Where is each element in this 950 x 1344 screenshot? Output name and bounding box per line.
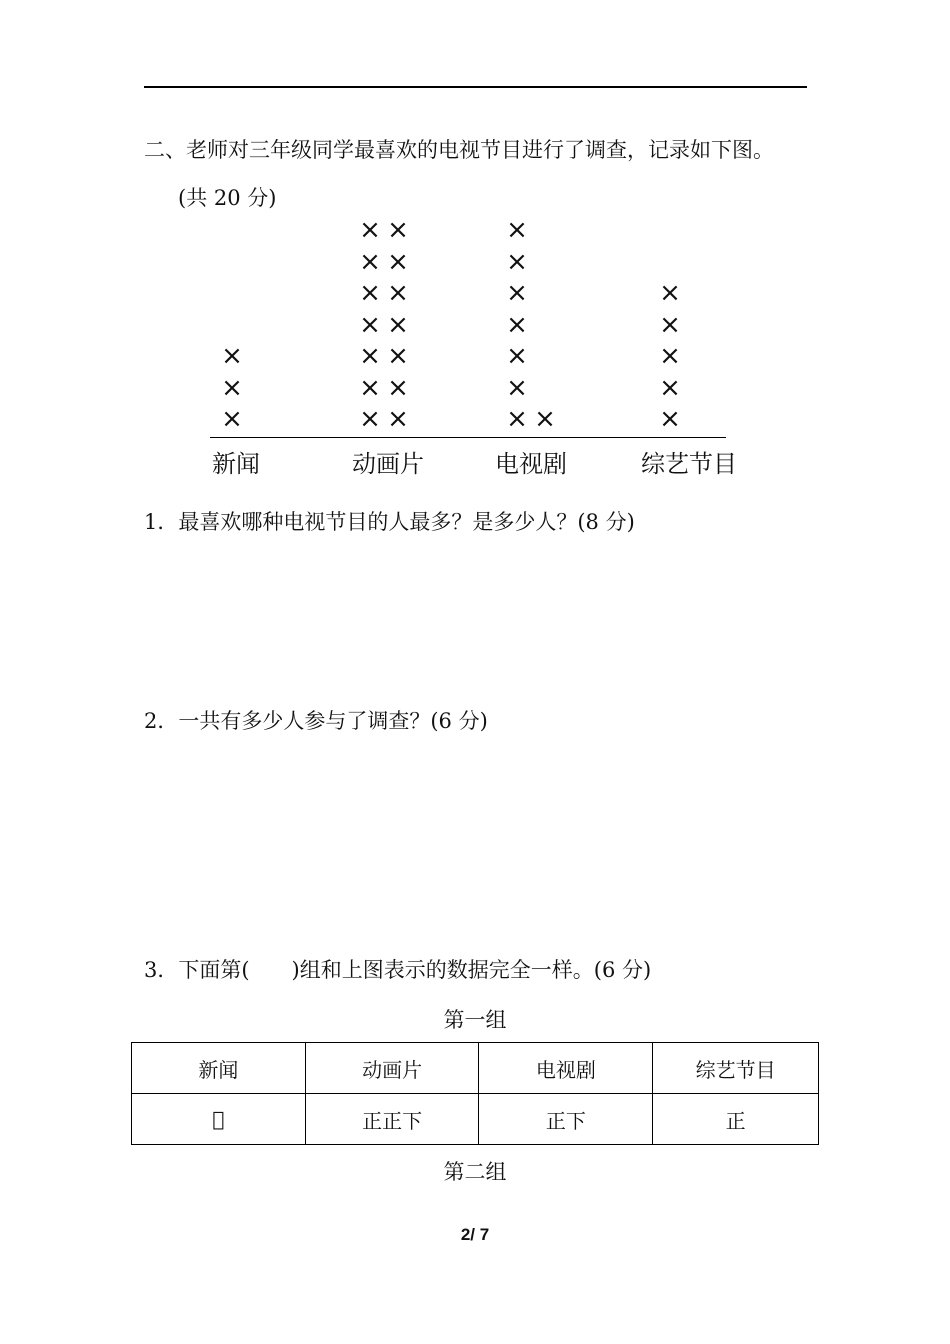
chart-mark-综艺节目: × <box>659 341 681 371</box>
chart-mark-动画片: × <box>387 278 409 308</box>
chart-mark-动画片: × <box>359 372 381 403</box>
chart-mark-电视剧: × <box>506 215 528 245</box>
chart-mark-电视剧: × <box>506 404 528 434</box>
chart-mark-电视剧: × <box>534 404 556 434</box>
question-points: (共 20 分) <box>178 186 277 210</box>
sub-question-1: 1．最喜欢哪种电视节目的人最多？是多少人？(8 分) <box>144 510 635 534</box>
table-row <box>132 1094 819 1145</box>
chart-mark-电视剧: × <box>506 341 528 371</box>
chart-mark-新闻: × <box>221 341 243 371</box>
chart-mark-动画片: × <box>387 341 409 371</box>
chart-mark-动画片: × <box>387 372 409 403</box>
chart-mark-电视剧: × <box>506 372 528 403</box>
chart-mark-动画片: × <box>387 215 409 245</box>
chart-mark-新闻: × <box>221 372 243 403</box>
chart-mark-动画片: × <box>359 215 381 245</box>
chart-mark-动画片: × <box>359 341 381 371</box>
table-header-cell: 新闻 <box>132 1043 306 1094</box>
category-label-news: 新闻 <box>212 450 260 478</box>
group2-title: 第二组 <box>443 1160 507 1184</box>
chart-mark-动画片: × <box>387 246 409 277</box>
tally-cell-variety: 正 <box>653 1094 819 1145</box>
chart-mark-动画片: × <box>387 309 409 340</box>
group1-title: 第一组 <box>443 1008 507 1032</box>
group1-table <box>131 1042 819 1145</box>
chart-mark-电视剧: × <box>506 309 528 340</box>
question-heading: 二、老师对三年级同学最喜欢的电视节目进行了调查，记录如下图。 <box>144 138 774 162</box>
sub-question-2: 2．一共有多少人参与了调查？(6 分) <box>144 709 488 733</box>
chart-mark-动画片: × <box>359 278 381 308</box>
category-label-drama: 电视剧 <box>495 450 567 478</box>
table-header-row <box>132 1043 819 1094</box>
chart-mark-电视剧: × <box>506 278 528 308</box>
tally-cell-cartoon: 正正下 <box>305 1094 479 1145</box>
table-header-cell: 综艺节目 <box>653 1043 819 1094</box>
chart-axis-line <box>210 437 726 438</box>
chart-mark-综艺节目: × <box>659 309 681 340</box>
chart-mark-综艺节目: × <box>659 372 681 403</box>
tally-cell-drama: 正下 <box>479 1094 653 1145</box>
page-number: 2/ 7 <box>460 1225 490 1244</box>
table-header-cell: 动画片 <box>305 1043 479 1094</box>
sub-question-3: 3．下面第( )组和上图表示的数据完全一样。(6 分) <box>144 958 652 982</box>
chart-mark-新闻: × <box>221 404 243 434</box>
category-label-variety: 综艺节目 <box>641 450 737 478</box>
top-rule <box>144 86 807 88</box>
chart-mark-综艺节目: × <box>659 278 681 308</box>
chart-mark-动画片: × <box>359 404 381 434</box>
tally-cell-news: 𠀆 <box>132 1094 306 1145</box>
category-label-cartoon: 动画片 <box>352 450 424 478</box>
chart-mark-综艺节目: × <box>659 404 681 434</box>
chart-mark-动画片: × <box>359 246 381 277</box>
chart-mark-电视剧: × <box>506 246 528 277</box>
chart-mark-动画片: × <box>359 309 381 340</box>
table-header-cell: 电视剧 <box>479 1043 653 1094</box>
chart-mark-动画片: × <box>387 404 409 434</box>
